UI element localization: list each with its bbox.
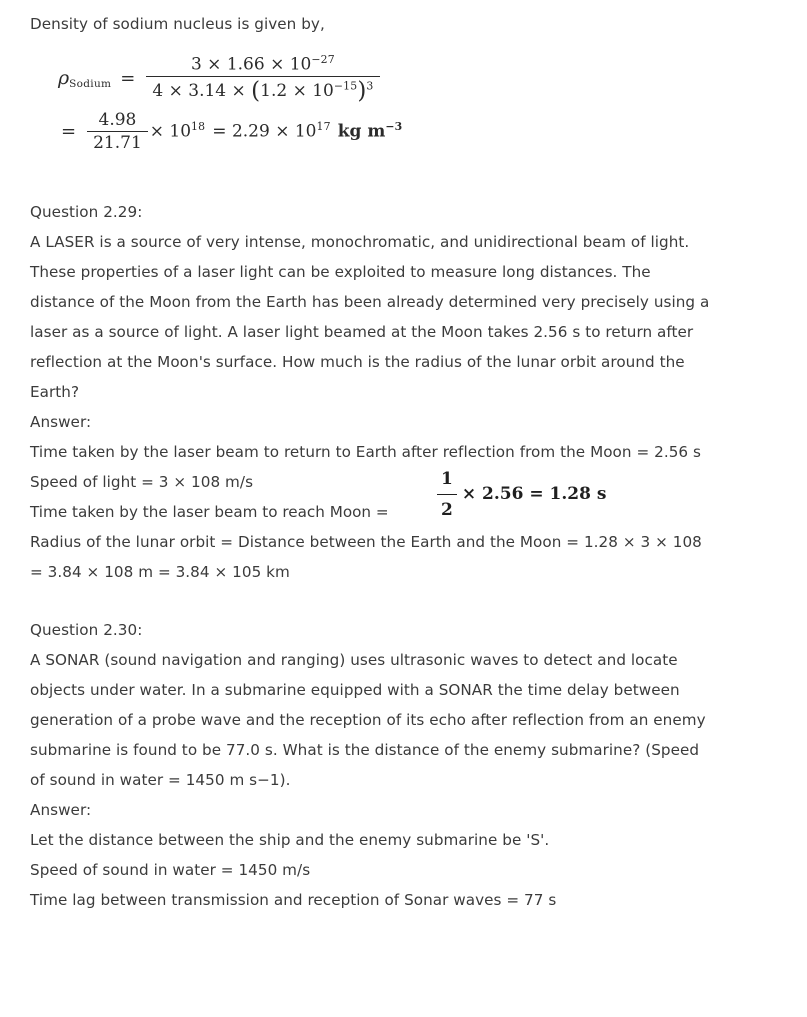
rho-subscript: Sodium [69,77,112,90]
question-229-body-line: These properties of a laser light can be exploited to measure long distances. The [30,262,651,281]
result-unit: kg $m^{-3}$ [337,120,403,142]
question-230-answer-label: Answer: [30,800,92,819]
question-230-answer-line: Speed of sound in water = 1450 m/s [30,860,311,879]
half-fraction-numerator: 1 [441,468,453,489]
result-times-exponent: 18 [191,120,206,134]
question-229-answer-line: Speed of light = 3 × 108 m/s [30,472,254,491]
equals-sign-2: = [61,120,77,142]
question-230-heading: Question 2.30: [30,620,143,639]
fraction-numerator: $3 \times 1.66 \times 10^{-27}$ [190,53,335,75]
question-230-answer-line: Let the distance between the ship and the enemy submarine be 'S'. [30,830,550,849]
spacer [30,587,780,615]
half-fraction-denominator: 2 [437,494,457,525]
question-229-body-line: distance of the Moon from the Earth has been already determined very precisely using a [30,292,710,311]
result-denominator: 21.71 [87,131,148,153]
close-paren: ) [357,77,367,104]
question-229-body-line: reflection at the Moon's surface. How much is the radius of the lunar orbit around the [30,352,685,371]
moon-time-text: Time taken by the laser beam to reach Moon = [30,502,389,521]
rho-symbol: ρSodium [58,66,112,90]
half-fraction-rest: × 2.56 = 1.28 s [461,484,607,505]
question-229-answer-line: Radius of the lunar orbit = Distance between the Earth and the Moon = 1.28 × 3 × 108 [30,532,702,551]
question-230-answer-line: Time lag between transmission and reception of Sonar waves = 77 s [30,890,557,909]
equals-sign: = [120,67,136,89]
question-230-body-line: generation of a probe wave and the reception of its echo after reflection from an enemy [30,710,706,729]
question-229-answer-line: Time taken by the laser beam to return to Earth after reflection from the Moon = 2.56 s [30,442,701,461]
result-numerator: 4.98 [98,109,137,130]
question-230-body-line: submarine is found to be 77.0 s. What is the distance of the enemy submarine? (Speed [30,740,700,759]
result-value: = $2.29 \times 10^{17}$ [212,120,331,142]
intro-line: Density of sodium nucleus is given by, [30,15,325,33]
denominator-inner-exponent: −15 [333,78,358,92]
question-229-body-line: Earth? [30,382,80,401]
formula-line-1 [58,53,780,104]
formula-line-2 [52,110,780,153]
half-fraction [437,464,457,525]
result-fraction [87,110,148,153]
half-fraction-formula [435,464,609,525]
open-paren: ( [251,77,261,104]
result-times: × $10^{18}$ [149,120,206,142]
question-230-body-line: objects under water. In a submarine equipped with a SONAR the time delay between [30,680,680,699]
result-value-exponent: 17 [316,120,331,134]
result-unit-exponent: −3 [385,120,403,134]
sodium-density-formula [30,53,780,153]
spacer [30,39,780,53]
main-fraction [146,53,379,104]
numerator-exponent: −27 [311,53,335,66]
spacer [30,153,780,197]
denominator-power: 3 [366,78,374,92]
question-230-body-line: of sound in water = 1450 m s−1). [30,770,291,789]
fraction-denominator: $4 \times 3.14 \times (1.2 \times 10^{-15})^3$ [146,76,379,104]
question-229-answer-line: = 3.84 × 108 m = 3.84 × 105 km [30,562,290,581]
question-229-body-line: A LASER is a source of very intense, monochromatic, and unidirectional beam of light. [30,232,690,251]
question-230-body-line: A SONAR (sound navigation and ranging) uses ultrasonic waves to detect and locate [30,650,678,669]
question-229-heading: Question 2.29: [30,202,143,221]
question-229-body-line: laser as a source of light. A laser light beamed at the Moon takes 2.56 s to return after [30,322,694,341]
question-229-answer-label: Answer: [30,412,92,431]
